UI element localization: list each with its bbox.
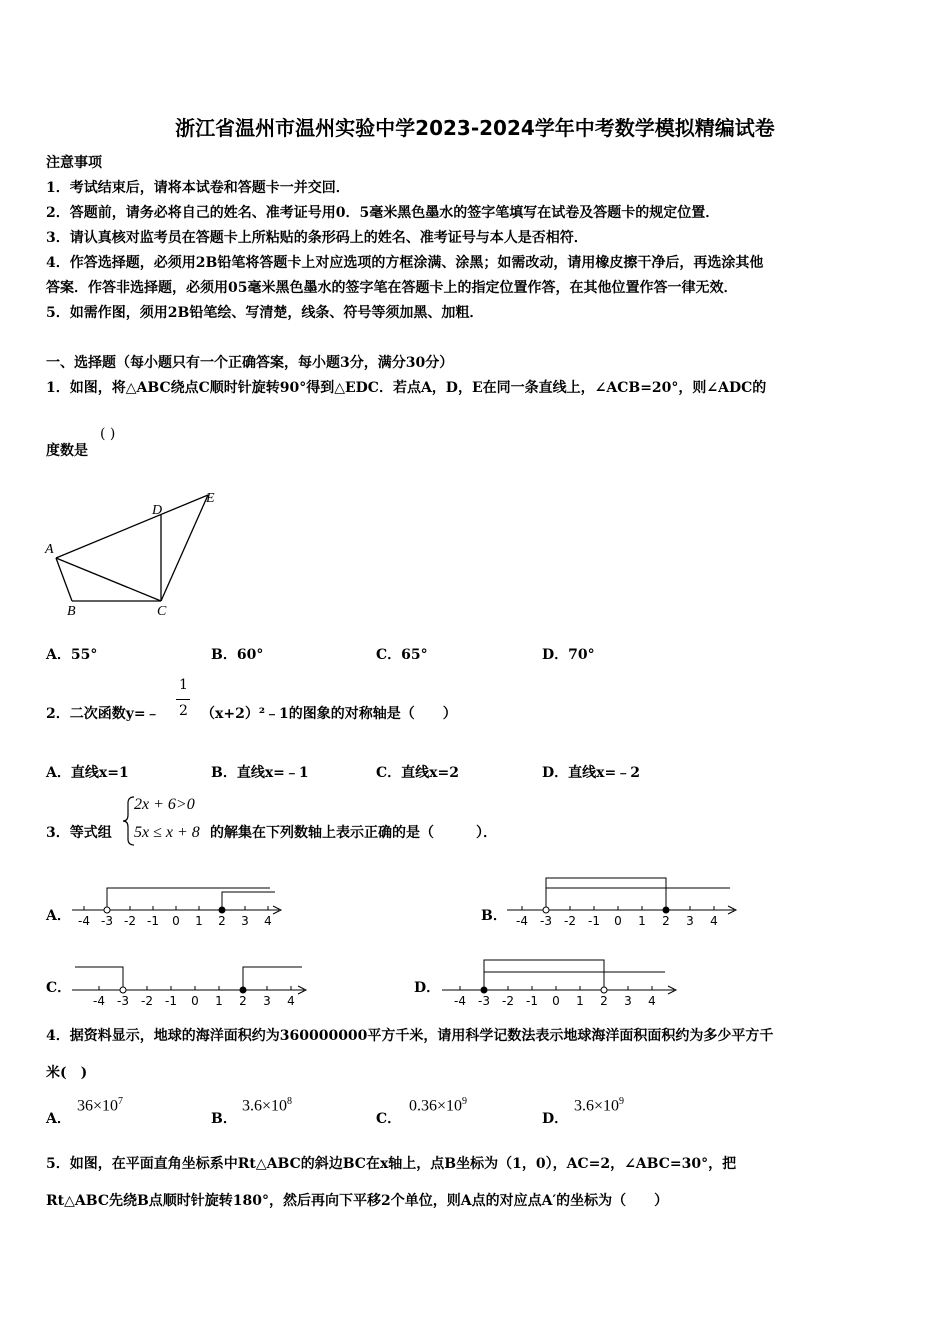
note-item: 5．如需作图，须用2B铅笔绘、写清楚，线条、符号等须加黑、加粗． bbox=[46, 305, 484, 321]
q1-text-2: 度数是 bbox=[46, 443, 88, 459]
tick-label: 0 bbox=[191, 994, 199, 1008]
tick-label: 1 bbox=[576, 994, 584, 1008]
q2-fraction-numerator: 1 bbox=[179, 677, 188, 693]
tick-label: -2 bbox=[502, 994, 514, 1008]
tick-label: 3 bbox=[624, 994, 632, 1008]
label-d: D bbox=[152, 503, 163, 518]
q2-option-d[interactable]: D．直线x=﹣2 bbox=[542, 765, 640, 781]
q5-text: 5．如图，在平面直角坐标系中Rt△ABC的斜边BC在x轴上，点B坐标为（1，0），AC=2，∠ABC=30°，把 bbox=[46, 1156, 737, 1172]
q3-option-c-label[interactable]: C． bbox=[46, 980, 72, 996]
tick-label: -1 bbox=[147, 914, 159, 928]
tick-label: -3 bbox=[478, 994, 490, 1008]
q2-option-a[interactable]: A．直线x=1 bbox=[46, 765, 129, 781]
q2-fraction-denominator: 2 bbox=[179, 703, 188, 719]
q3-suffix: 的解集在下列数轴上表示正确的是（ ）． bbox=[210, 825, 497, 841]
q2-fraction-bar bbox=[176, 699, 190, 700]
q4-option-b-value[interactable]: $3.6\times 10^8$ bbox=[242, 1096, 293, 1115]
q2-prefix: 2．二次函数y=﹣ bbox=[46, 706, 160, 722]
q3-option-d-numberline[interactable] bbox=[440, 950, 680, 1010]
tick-label: -2 bbox=[141, 994, 153, 1008]
q2-suffix: （x+2）²﹣1的图象的对称轴是（ ） bbox=[201, 706, 457, 722]
tick-label: 2 bbox=[662, 914, 670, 928]
tick-label: 4 bbox=[710, 914, 718, 928]
q3-option-d-label[interactable]: D． bbox=[414, 980, 441, 996]
q4-text: 4．据资料显示，地球的海洋面积约为360000000平方千米，请用科学记数法表示地球海洋面积面积约为多少平方千 bbox=[46, 1028, 774, 1044]
tick-label: -2 bbox=[124, 914, 136, 928]
note-item: 答案．作答非选择题，必须用05毫米黑色墨水的签字笔在答题卡上的指定位置作答，在其他位置作答一律无效． bbox=[46, 280, 738, 296]
tick-label: -1 bbox=[526, 994, 538, 1008]
q1-option-a[interactable]: A．55° bbox=[46, 647, 98, 663]
tick-label: -3 bbox=[540, 914, 552, 928]
q5-text-2: Rt△ABC先绕B点顺时针旋转180°，然后再向下平移2个单位，则A点的对应点A′的坐标为（ ） bbox=[46, 1193, 669, 1209]
q1-option-d[interactable]: D．70° bbox=[542, 647, 595, 663]
tick-label: 0 bbox=[172, 914, 180, 928]
tick-label: -3 bbox=[101, 914, 113, 928]
tick-label: 4 bbox=[264, 914, 272, 928]
q4-option-a-value[interactable]: $36\times 10^7$ bbox=[77, 1096, 124, 1115]
tick-label: -4 bbox=[516, 914, 528, 928]
tick-label: 0 bbox=[552, 994, 560, 1008]
q4-option-c-letter[interactable]: C． bbox=[376, 1111, 402, 1127]
label-e: E bbox=[206, 491, 215, 506]
q4-option-b-letter[interactable]: B． bbox=[211, 1111, 237, 1127]
q3-option-b-label[interactable]: B． bbox=[481, 908, 507, 924]
tick-label: 2 bbox=[239, 994, 247, 1008]
q3-inequality-1: 2x + 6>0 bbox=[134, 796, 195, 813]
q2-option-b[interactable]: B．直线x=﹣1 bbox=[211, 765, 309, 781]
q1-option-b[interactable]: B．60° bbox=[211, 647, 264, 663]
notes-heading: 注意事项 bbox=[46, 155, 102, 171]
tick-label: 3 bbox=[263, 994, 271, 1008]
tick-label: -1 bbox=[588, 914, 600, 928]
label-c: C bbox=[157, 604, 167, 619]
label-a: A bbox=[45, 542, 54, 557]
q4-option-d-value[interactable]: $3.6\times 10^9$ bbox=[574, 1096, 625, 1115]
q3-option-a-numberline[interactable] bbox=[70, 880, 285, 930]
tick-label: 2 bbox=[218, 914, 226, 928]
tick-label: 1 bbox=[638, 914, 646, 928]
q3-inequality-2: 5x ≤ x + 8 bbox=[134, 824, 200, 841]
q3-option-b-numberline[interactable] bbox=[505, 870, 740, 930]
tick-label: 1 bbox=[195, 914, 203, 928]
tick-label: -4 bbox=[78, 914, 90, 928]
q4-option-c-value[interactable]: $0.36\times 10^9$ bbox=[409, 1096, 468, 1115]
tick-label: -4 bbox=[93, 994, 105, 1008]
note-item: 3．请认真核对监考员在答题卡上所粘贴的条形码上的姓名、准考证号与本人是否相符． bbox=[46, 230, 588, 246]
q3-prefix: 3．等式组 bbox=[46, 825, 112, 841]
page-title: 浙江省温州市温州实验中学2023-2024学年中考数学模拟精编试卷 bbox=[175, 116, 775, 140]
q1-answer-paren: ( ) bbox=[100, 426, 116, 442]
tick-label: -1 bbox=[165, 994, 177, 1008]
tick-label: 0 bbox=[614, 914, 622, 928]
q1-text: 1．如图，将△ABC绕点C顺时针旋转90°得到△EDC．若点A，D，E在同一条直线上，∠ACB=20°，则∠ADC的 bbox=[46, 380, 767, 396]
q1-figure bbox=[40, 485, 230, 620]
q3-option-c-numberline[interactable] bbox=[70, 955, 310, 1010]
section-heading: 一、选择题（每小题只有一个正确答案，每小题3分，满分30分） bbox=[46, 355, 454, 371]
q1-option-c[interactable]: C．65° bbox=[376, 647, 428, 663]
q4-option-a-letter[interactable]: A． bbox=[46, 1111, 71, 1127]
tick-label: 4 bbox=[648, 994, 656, 1008]
q3-option-a-label[interactable]: A． bbox=[46, 908, 71, 924]
note-item: 1．考试结束后，请将本试卷和答题卡一并交回． bbox=[46, 180, 350, 196]
tick-label: -2 bbox=[564, 914, 576, 928]
q2-option-c[interactable]: C．直线x=2 bbox=[376, 765, 459, 781]
note-item: 2．答题前，请务必将自己的姓名、准考证号用0．5毫米黑色墨水的签字笔填写在试卷及答题卡的规定位置． bbox=[46, 205, 720, 221]
tick-label: 2 bbox=[600, 994, 608, 1008]
label-b: B bbox=[67, 604, 76, 619]
tick-label: 3 bbox=[241, 914, 249, 928]
q4-text-2: 米( ) bbox=[46, 1065, 88, 1081]
tick-label: 1 bbox=[215, 994, 223, 1008]
tick-label: -4 bbox=[454, 994, 466, 1008]
tick-label: -3 bbox=[117, 994, 129, 1008]
q4-option-d-letter[interactable]: D． bbox=[542, 1111, 569, 1127]
tick-label: 3 bbox=[686, 914, 694, 928]
tick-label: 4 bbox=[287, 994, 295, 1008]
note-item: 4．作答选择题，必须用2B铅笔将答题卡上对应选项的方框涂满、涂黑；如需改动，请用橡皮擦干净后，再选涂其他 bbox=[46, 255, 764, 271]
